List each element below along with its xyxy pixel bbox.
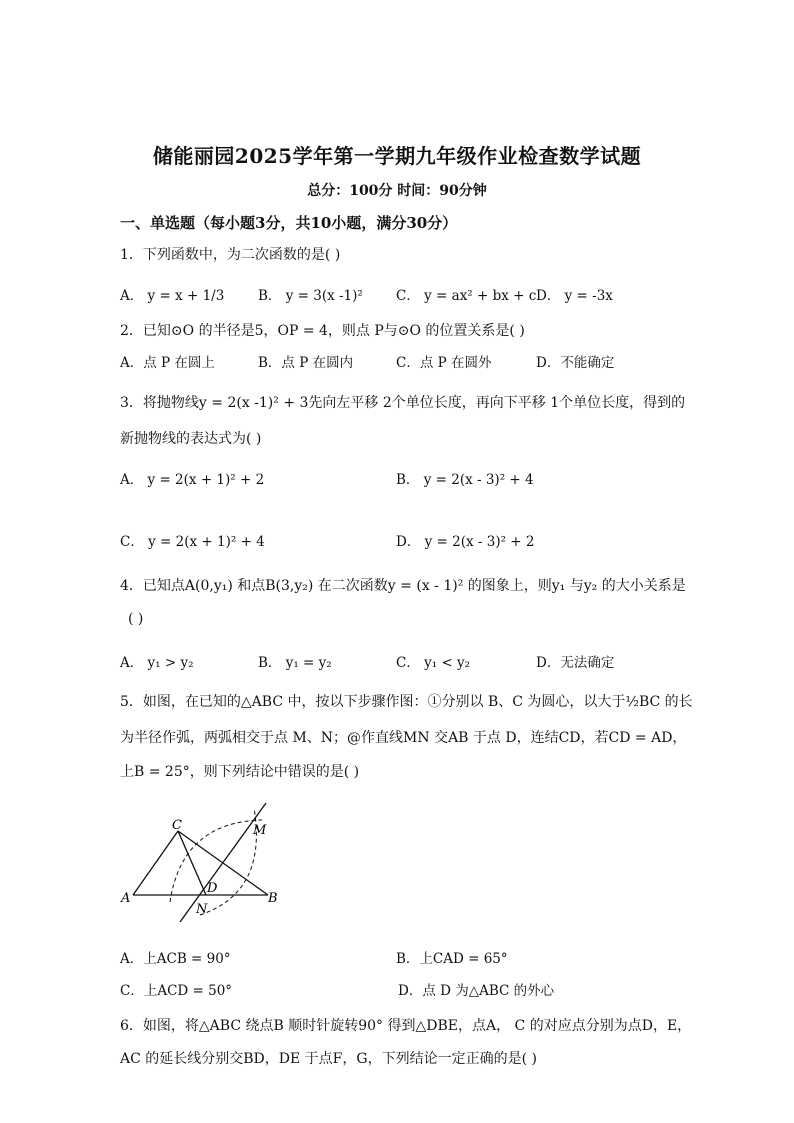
question-5-figure [115,798,290,933]
question-1-option-b[interactable]: B． y = 3(x -1)² [258,288,363,304]
question-4-option-a[interactable]: A． y₁ > y₂ [120,655,194,671]
question-2-option-a[interactable]: A．点 P 在圆上 [120,355,215,371]
question-5-stem-line1: 5．如图，在已知的△ABC 中，按以下步骤作图：①分别以 B、C 为圆心，以大于½BC 的长 [120,694,693,710]
question-3-option-c[interactable]: C． y = 2(x + 1)² + 4 [120,534,265,550]
question-5-stem-line3: 上B = 25°，则下列结论中错误的是( ) [120,764,360,780]
question-4-stem-line2: ( ) [128,611,144,627]
figure-label-n: N [196,902,208,917]
question-6-stem-line2: AC 的延长线分别交BD，DE 于点F，G，下列结论一定正确的是( ) [120,1051,537,1067]
figure-label-m: M [253,823,267,838]
question-1-stem: 1．下列函数中，为二次函数的是( ) [120,247,341,263]
question-4-stem-line1: 4．已知点A(0,y₁) 和点B(3,y₂) 在二次函数y = (x - 1)² 的图象上，则y₁ 与y₂ 的大小关系是 [120,578,686,594]
question-4-option-c[interactable]: C． y₁ < y₂ [396,655,471,671]
figure-label-d: D [207,881,218,896]
question-3-option-a[interactable]: A． y = 2(x + 1)² + 2 [120,472,265,488]
exam-title: 储能丽园2025学年第一学期九年级作业检查数学试题 [152,144,642,168]
question-1-option-d[interactable]: D． y = -3x [536,288,613,304]
exam-subtitle: 总分：100分 时间：90分钟 [307,183,487,199]
question-3-stem-line2: 新抛物线的表达式为( ) [120,431,262,447]
question-5-option-b[interactable]: B．上CAD = 65° [396,951,508,967]
question-1-option-c[interactable]: C． y = ax² + bx + c [396,288,537,304]
question-4-option-b[interactable]: B． y₁ = y₂ [258,655,332,671]
question-3-option-d[interactable]: D． y = 2(x - 3)² + 2 [396,534,535,550]
question-2-option-c[interactable]: C．点 P 在圆外 [396,355,492,371]
question-5-option-d[interactable]: D．点 D 为△ABC 的外心 [398,983,555,999]
question-2-stem: 2．已知⊙O 的半径是5，OP = 4，则点 P与⊙O 的位置关系是( ) [120,323,525,339]
question-4-option-d[interactable]: D．无法确定 [536,655,615,671]
question-2-option-d[interactable]: D．不能确定 [536,355,615,371]
question-5-option-a[interactable]: A．上ACB = 90° [120,951,231,967]
question-5-stem-line2: 为半径作弧，两弧相交于点 M、N；@作直线MN 交AB 于点 D，连结CD，若CD = AD， [120,730,687,746]
question-2-option-b[interactable]: B．点 P 在圆内 [258,355,354,371]
question-6-stem-line1: 6．如图，将△ABC 绕点B 顺时针旋转90° 得到△DBE，点A， C 的对应点分别为点D，E， [120,1018,692,1034]
figure-label-a: A [121,891,131,906]
question-3-option-b[interactable]: B． y = 2(x - 3)² + 4 [396,472,534,488]
figure-label-b: B [268,891,278,906]
section-title: 一、单选题（每小题3分，共10小题，满分30分） [120,214,458,232]
question-3-stem-line1: 3．将抛物线y = 2(x -1)² + 3先向左平移 2个单位长度，再向下平移 1个单位长度，得到的 [120,395,686,411]
question-1-option-a[interactable]: A． y = x + 1/3 [120,288,225,304]
question-5-option-c[interactable]: C．上ACD = 50° [120,983,233,999]
figure-label-c: C [172,818,182,833]
